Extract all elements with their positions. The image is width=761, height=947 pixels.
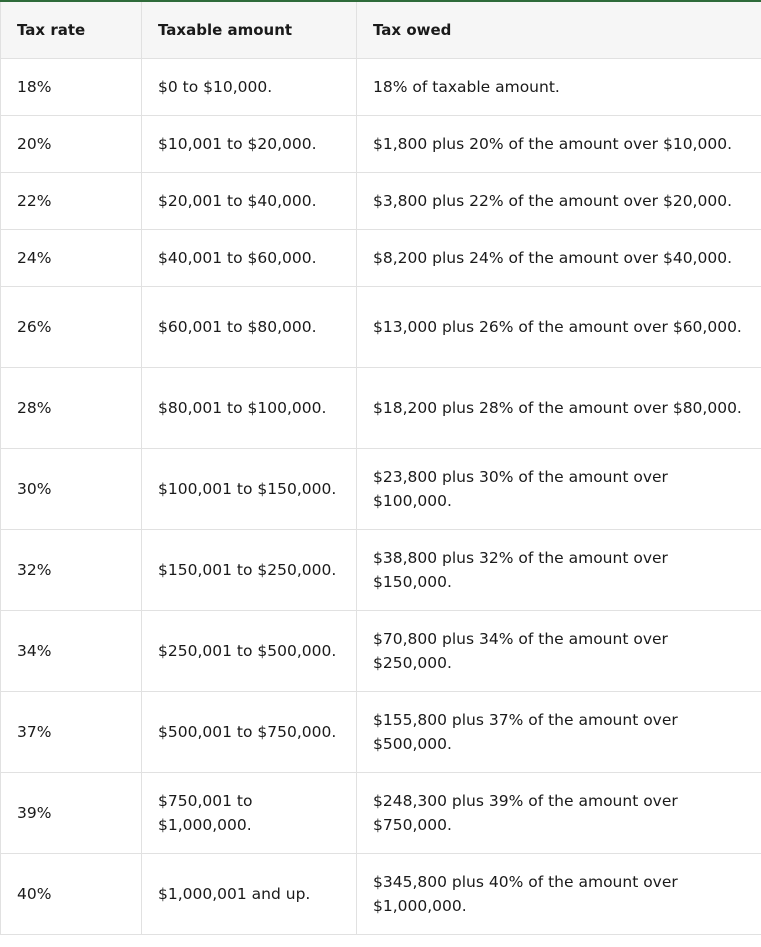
cell-tax-owed: $1,800 plus 20% of the amount over $10,000. (357, 116, 761, 173)
cell-tax-owed: $38,800 plus 32% of the amount over $150,000. (357, 530, 761, 611)
cell-taxable-amount: $750,001 to $1,000,000. (142, 773, 357, 854)
header-tax-rate: Tax rate (1, 1, 142, 59)
cell-taxable-amount: $100,001 to $150,000. (142, 449, 357, 530)
cell-taxable-amount: $150,001 to $250,000. (142, 530, 357, 611)
cell-tax-owed: $345,800 plus 40% of the amount over $1,000,000. (357, 854, 761, 935)
table-row (1, 611, 761, 692)
cell-tax-rate: 22% (1, 173, 142, 230)
cell-tax-rate: 28% (1, 368, 142, 449)
cell-taxable-amount: $10,001 to $20,000. (142, 116, 357, 173)
header-taxable-amount: Taxable amount (142, 1, 357, 59)
cell-tax-owed: $3,800 plus 22% of the amount over $20,000. (357, 173, 761, 230)
cell-tax-owed: $248,300 plus 39% of the amount over $750,000. (357, 773, 761, 854)
cell-tax-owed: $13,000 plus 26% of the amount over $60,000. (357, 287, 761, 368)
cell-tax-rate: 30% (1, 449, 142, 530)
header-tax-owed: Tax owed (357, 1, 761, 59)
cell-taxable-amount: $250,001 to $500,000. (142, 611, 357, 692)
cell-tax-owed: $70,800 plus 34% of the amount over $250,000. (357, 611, 761, 692)
table-row (1, 116, 761, 173)
table-row (1, 368, 761, 449)
table-row (1, 773, 761, 854)
table-row (1, 854, 761, 935)
cell-taxable-amount: $20,001 to $40,000. (142, 173, 357, 230)
table-row (1, 287, 761, 368)
cell-taxable-amount: $80,001 to $100,000. (142, 368, 357, 449)
cell-tax-rate: 18% (1, 59, 142, 116)
cell-tax-rate: 34% (1, 611, 142, 692)
cell-tax-rate: 39% (1, 773, 142, 854)
cell-taxable-amount: $1,000,001 and up. (142, 854, 357, 935)
cell-tax-rate: 32% (1, 530, 142, 611)
cell-tax-rate: 26% (1, 287, 142, 368)
cell-tax-rate: 37% (1, 692, 142, 773)
table-row (1, 230, 761, 287)
table-row (1, 692, 761, 773)
cell-tax-owed: $23,800 plus 30% of the amount over $100,000. (357, 449, 761, 530)
table-header-row (1, 1, 761, 59)
cell-tax-rate: 40% (1, 854, 142, 935)
cell-tax-rate: 20% (1, 116, 142, 173)
table-row (1, 173, 761, 230)
cell-taxable-amount: $60,001 to $80,000. (142, 287, 357, 368)
cell-tax-owed: $155,800 plus 37% of the amount over $500,000. (357, 692, 761, 773)
cell-tax-owed: 18% of taxable amount. (357, 59, 761, 116)
cell-tax-owed: $18,200 plus 28% of the amount over $80,000. (357, 368, 761, 449)
table-row (1, 59, 761, 116)
table-row (1, 530, 761, 611)
table-row (1, 449, 761, 530)
cell-taxable-amount: $40,001 to $60,000. (142, 230, 357, 287)
cell-taxable-amount: $500,001 to $750,000. (142, 692, 357, 773)
cell-taxable-amount: $0 to $10,000. (142, 59, 357, 116)
cell-tax-owed: $8,200 plus 24% of the amount over $40,000. (357, 230, 761, 287)
cell-tax-rate: 24% (1, 230, 142, 287)
